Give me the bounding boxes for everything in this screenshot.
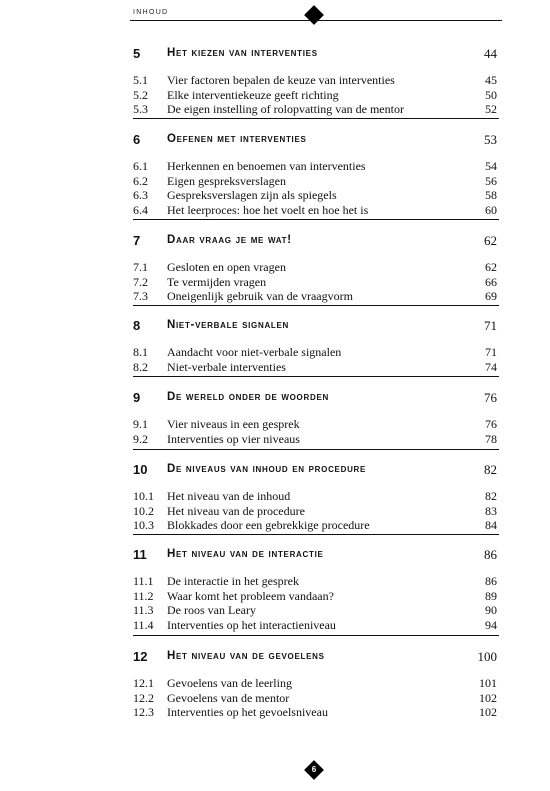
diamond-ornament-icon [304, 5, 324, 25]
chapter-heading [133, 388, 499, 408]
section-title: De roos van Leary [167, 603, 256, 617]
section-title: Eigen gespreksverslagen [167, 173, 286, 188]
chapter-heading [133, 647, 499, 667]
section-number: 12.2 [133, 690, 154, 705]
section-page: 62 [485, 260, 497, 274]
section-row [133, 345, 499, 360]
section-number: 10.1 [133, 489, 154, 503]
section-title: Blokkades door een gebrekkige procedure [167, 518, 370, 532]
section-number: 8.2 [133, 359, 148, 374]
section-number: 6.2 [133, 173, 148, 188]
section-row [133, 417, 499, 432]
section-row [133, 360, 499, 375]
chapter-number: 6 [133, 132, 141, 147]
section-row [133, 88, 499, 103]
section-page: 82 [485, 489, 497, 503]
chapter-entry [133, 460, 499, 533]
section-title: Interventies op het interactieniveau [167, 617, 336, 632]
chapter-entry [133, 130, 499, 217]
section-number: 11.1 [133, 574, 154, 588]
chapter-page: 86 [484, 547, 497, 562]
section-title: Gevoelens van de leerling [167, 676, 292, 690]
section-number: 12.1 [133, 676, 154, 690]
chapter-number: 11 [133, 547, 147, 562]
section-list [133, 345, 499, 374]
chapter-page: 82 [484, 462, 497, 477]
chapter-divider-rule [133, 219, 499, 220]
section-page: 56 [485, 173, 497, 188]
section-list [133, 159, 499, 217]
chapter-page: 62 [484, 233, 497, 248]
section-page: 90 [485, 603, 497, 617]
section-page: 58 [485, 188, 497, 202]
section-number: 8.1 [133, 345, 148, 359]
section-row [133, 159, 499, 174]
chapter-divider-rule [133, 376, 499, 377]
chapter-number: 9 [133, 390, 141, 405]
section-row [133, 676, 499, 691]
chapter-page: 71 [484, 318, 497, 333]
section-title: Niet-verbale interventies [167, 359, 286, 374]
section-row [133, 589, 499, 604]
section-row [133, 432, 499, 447]
chapter-entry [133, 231, 499, 304]
section-page: 86 [485, 574, 497, 588]
section-number: 9.2 [133, 431, 148, 446]
chapter-heading [133, 316, 499, 336]
section-row [133, 174, 499, 189]
section-row [133, 289, 499, 304]
section-number: 12.3 [133, 705, 154, 719]
chapter-entry [133, 316, 499, 374]
chapter-divider-rule [133, 305, 499, 306]
chapter-title: Het kiezen van interventies [167, 47, 318, 59]
chapter-heading [133, 130, 499, 150]
section-number: 11.3 [133, 603, 154, 617]
section-number: 9.1 [133, 417, 148, 431]
chapter-title: Oefenen met interventies [167, 133, 307, 145]
section-row [133, 574, 499, 589]
section-title: Gesloten en open vragen [167, 260, 286, 274]
section-page: 45 [485, 73, 497, 87]
section-page: 78 [485, 431, 497, 446]
section-page: 102 [479, 690, 497, 705]
chapter-number: 10 [133, 462, 148, 477]
section-title: Oneigenlijk gebruik van de vraagvorm [167, 289, 353, 303]
page-number: 6 [311, 765, 317, 774]
section-row [133, 203, 499, 218]
section-title: Herkennen en benoemen van interventies [167, 159, 366, 173]
chapter-divider-rule [133, 449, 499, 450]
section-row [133, 504, 499, 519]
chapter-number: 5 [133, 46, 141, 61]
section-title: Elke interventiekeuze geeft richting [167, 87, 339, 102]
chapter-entry [133, 44, 499, 117]
section-list [133, 73, 499, 117]
section-row [133, 518, 499, 533]
section-list [133, 260, 499, 304]
section-number: 7.2 [133, 274, 148, 289]
chapter-heading [133, 231, 499, 251]
section-page: 69 [485, 289, 497, 303]
section-page: 54 [485, 159, 497, 173]
section-row [133, 260, 499, 275]
section-number: 5.3 [133, 102, 148, 116]
chapter-title: Het niveau van de gevoelens [167, 650, 325, 662]
section-title: De eigen instelling of rolopvatting van de mentor [167, 102, 404, 116]
section-title: Gespreksverslagen zijn als spiegels [167, 188, 337, 202]
section-row [133, 73, 499, 88]
section-title: Het leerproces: hoe het voelt en hoe het is [167, 202, 369, 217]
section-number: 5.1 [133, 73, 148, 87]
section-page: 60 [485, 202, 497, 217]
section-number: 6.4 [133, 202, 148, 217]
section-number: 10.2 [133, 503, 154, 518]
chapter-entry [133, 388, 499, 446]
section-page: 66 [485, 274, 497, 289]
section-title: Interventies op het gevoelsniveau [167, 705, 328, 719]
chapter-page: 76 [484, 390, 497, 405]
chapter-number: 8 [133, 318, 141, 333]
section-title: Vier niveaus in een gesprek [167, 417, 300, 431]
section-title: Gevoelens van de mentor [167, 690, 290, 705]
section-number: 7.1 [133, 260, 148, 274]
section-page: 50 [485, 87, 497, 102]
section-page: 76 [485, 417, 497, 431]
chapter-number: 12 [133, 649, 148, 664]
section-page: 52 [485, 102, 497, 116]
section-row [133, 489, 499, 504]
section-title: Te vermijden vragen [167, 274, 267, 289]
section-row [133, 188, 499, 203]
section-page: 89 [485, 588, 497, 603]
chapter-title: De niveaus van inhoud en procedure [167, 463, 367, 475]
section-page: 102 [479, 705, 497, 719]
section-page: 83 [485, 503, 497, 518]
section-number: 7.3 [133, 289, 148, 303]
chapter-heading [133, 44, 499, 64]
chapter-entry [133, 545, 499, 632]
section-number: 5.2 [133, 87, 148, 102]
chapter-title: Het niveau van de interactie [167, 548, 324, 560]
section-page: 71 [485, 345, 497, 359]
chapter-heading [133, 460, 499, 480]
section-list [133, 676, 499, 720]
chapter-divider-rule [133, 635, 499, 636]
section-page: 84 [485, 518, 497, 532]
section-number: 6.3 [133, 188, 148, 202]
section-row [133, 691, 499, 706]
section-title: Interventies op vier niveaus [167, 431, 300, 446]
section-title: Het niveau van de inhoud [167, 489, 291, 503]
section-page: 94 [485, 617, 497, 632]
section-number: 6.1 [133, 159, 148, 173]
chapter-entry [133, 647, 499, 720]
section-number: 10.3 [133, 518, 154, 532]
section-row [133, 618, 499, 633]
running-header: INHOUD [133, 9, 169, 16]
chapter-divider-rule [133, 534, 499, 535]
section-row [133, 603, 499, 618]
chapter-page: 100 [477, 649, 497, 664]
chapter-title: De wereld onder de woorden [167, 391, 329, 403]
chapter-title: Niet-verbale signalen [167, 319, 290, 331]
section-page: 101 [479, 676, 497, 690]
section-list [133, 489, 499, 533]
section-list [133, 574, 499, 632]
section-title: Het niveau van de procedure [167, 503, 305, 518]
section-title: Aandacht voor niet-verbale signalen [167, 345, 342, 359]
section-number: 11.4 [133, 617, 154, 632]
section-row [133, 102, 499, 117]
section-row [133, 705, 499, 720]
section-row [133, 275, 499, 290]
section-title: De interactie in het gesprek [167, 574, 299, 588]
section-list [133, 417, 499, 446]
chapter-heading [133, 545, 499, 565]
chapter-title: Daar vraag je me wat! [167, 234, 292, 246]
section-number: 11.2 [133, 588, 154, 603]
chapter-page: 44 [484, 46, 497, 61]
section-title: Waar komt het probleem vandaan? [167, 588, 334, 603]
section-title: Vier factoren bepalen de keuze van interventies [167, 73, 395, 87]
chapter-page: 53 [484, 132, 497, 147]
chapter-divider-rule [133, 118, 499, 119]
chapter-number: 7 [133, 233, 141, 248]
section-page: 74 [485, 359, 497, 374]
